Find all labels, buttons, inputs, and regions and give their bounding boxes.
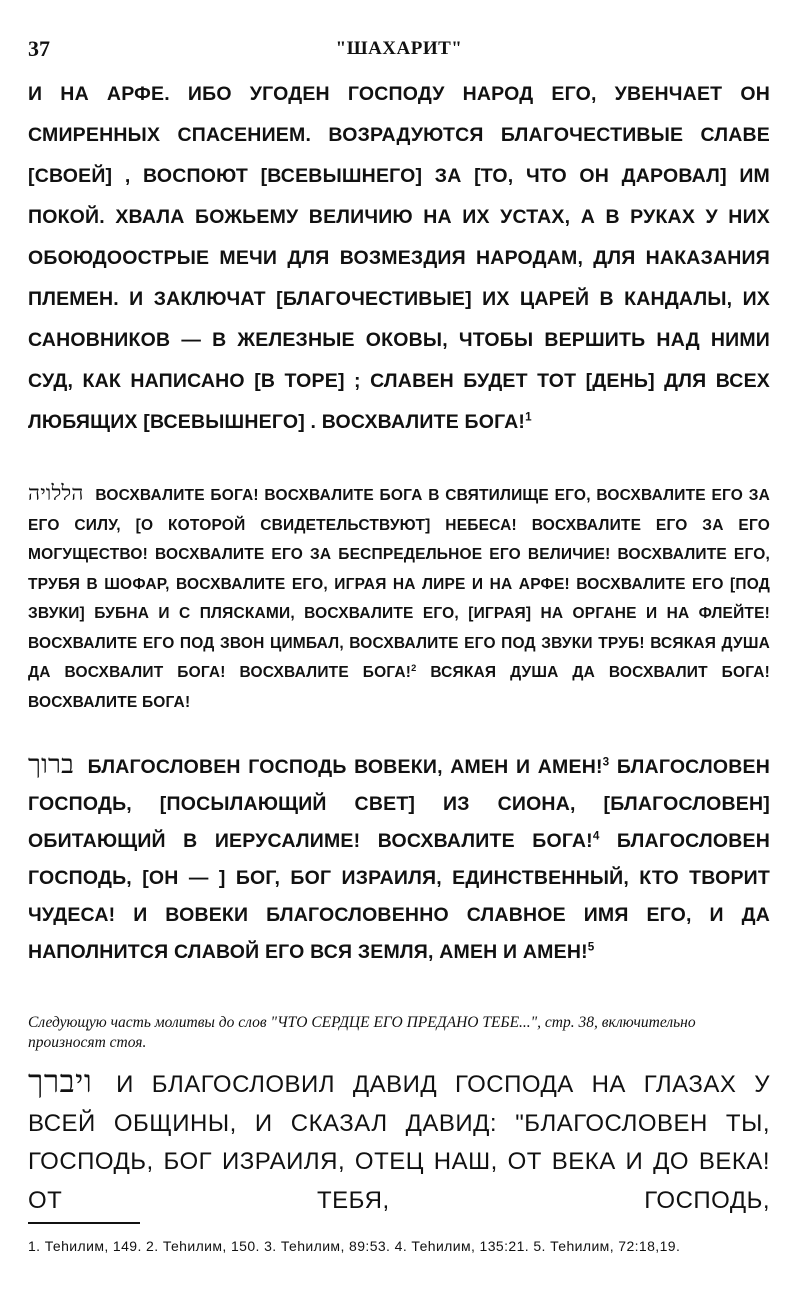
footnote-ref: 4 xyxy=(592,829,600,843)
paragraph-text: БЛАГОСЛОВЕН ГОСПОДЬ ВОВЕКИ, АМЕН И АМЕН! xyxy=(87,756,603,778)
paragraph-text: И БЛАГОСЛОВИЛ ДАВИД ГОСПОДА НА ГЛАЗАХ У ВСЕЙ ОБЩИНЫ, И СКАЗАЛ ДАВИД: "БЛАГОСЛОВЕН ТЫ, ГОСПОДЬ, БОГ ИЗРАИЛЯ, ОТЕЦ НАШ, ОТ ВЕКА И ДО ВЕКА! ОТ ТЕБЯ, ГОСПОДЬ, xyxy=(28,1071,771,1214)
hebrew-keyword: הללויה xyxy=(28,481,84,505)
running-title: "ШАХАРИТ" xyxy=(335,38,463,59)
footnotes: 1. Теһилим, 149. 2. Теһилим, 150. 3. Теһилим, 89:53. 4. Теһилим, 135:21. 5. Теһилим, 72:18,19. xyxy=(28,1238,681,1254)
paragraph-text-continued: БЛАГОСЛОВЕН ГОСПОДЬ, [ОН — ] БОГ, БОГ ИЗРАИЛЯ, ЕДИНСТВЕННЫЙ, КТО ТВОРИТ ЧУДЕСА! И ВОВЕКИ БЛАГОСЛОВЕННО СЛАВНОЕ ИМЯ ЕГО, И ДА НАПОЛНИТСЯ СЛАВОЙ ЕГО ВСЯ ЗЕМЛЯ, АМЕН И АМЕН! xyxy=(28,830,770,963)
paragraph-baruch xyxy=(28,747,770,971)
paragraph-halleluyah xyxy=(28,479,770,717)
rubric-instruction: Следующую часть молитвы до слов "ЧТО СЕРДЦЕ ЕГО ПРЕДАНО ТЕБЕ...", стр. 38, включительно произносят стоя. xyxy=(28,1014,696,1051)
paragraph-text: И НА АРФЕ. ИБО УГОДЕН ГОСПОДУ НАРОД ЕГО, УВЕНЧАЕТ ОН СМИРЕННЫХ СПАСЕНИЕМ. ВОЗРАДУЮТСЯ БЛАГОЧЕСТИВЫЕ СЛАВЕ [СВОЕЙ] , ВОСПОЮТ [ВСЕВЫШНЕГО] ЗА [ТО, ЧТО ОН ДАРОВАЛ] ИМ ПОКОЙ. ХВАЛА БОЖЬЕМУ ВЕЛИЧИЮ НА ИХ УСТАХ, А В РУКАХ У НИХ ОБОЮДООСТРЫЕ МЕЧИ ДЛЯ ВОЗМЕЗДИЯ НАРОДАМ, ДЛЯ НАКАЗАНИЯ ПЛЕМЕН. И ЗАКЛЮЧАТ [БЛАГОЧЕСТИВЫЕ] ИХ ЦАРЕЙ В КАНДАЛЫ, ИХ САНОВНИКОВ — В ЖЕЛЕЗНЫЕ ОКОВЫ, ЧТОБЫ ВЕРШИТЬ НАД НИМИ СУД, КАК НАПИСАНО [В ТОРЕ] ; СЛАВЕН БУДЕТ ТОТ [ДЕНЬ] ДЛЯ ВСЕХ ЛЮБЯЩИХ [ВСЕВЫШНЕГО] . ВОСХВАЛИТЕ БОГА! xyxy=(28,83,770,433)
paragraph-psalm-149 xyxy=(28,74,770,443)
footnote-ref: 3 xyxy=(602,755,610,769)
paragraph-text-continued: БЛАГОСЛОВЕН ГОСПОДЬ, [ПОСЫЛАЮЩИЙ СВЕТ] ИЗ СИОНА, [БЛАГОСЛОВЕН] ОБИТАЮЩИЙ В ИЕРУСАЛИМЕ! ВОСХВАЛИТЕ БОГА! xyxy=(28,756,771,852)
paragraph-text: ВОСХВАЛИТЕ БОГА! ВОСХВАЛИТЕ БОГА В СВЯТИЛИЩЕ ЕГО, ВОСХВАЛИТЕ ЕГО ЗА ЕГО СИЛУ, [О КОТОРОЙ СВИДЕТЕЛЬСТВУЮТ] НЕБЕСА! ВОСХВАЛИТЕ ЕГО ЗА ЕГО МОГУЩЕСТВО! ВОСХВАЛИТЕ ЕГО ЗА БЕСПРЕДЕЛЬНОЕ ЕГО ВЕЛИЧИЕ! ВОСХВАЛИТЕ ЕГО, ТРУБЯ В ШОФАР, ВОСХВАЛИТЕ ЕГО, ИГРАЯ НА ЛИРЕ И НА АРФЕ! ВОСХВАЛИТЕ ЕГО [ПОД ЗВУКИ] БУБНА И С ПЛЯСКАМИ, ВОСХВАЛИТЕ ЕГО, [ИГРАЯ] НА ОРГАНЕ И НА ФЛЕЙТЕ! ВОСХВАЛИТЕ ЕГО ПОД ЗВОН ЦИМБАЛ, ВОСХВАЛИТЕ ЕГО ПОД ЗВУКИ ТРУБ! ВСЯКАЯ ДУША ДА ВОСХВАЛИТ БОГА! ВОСХВАЛИТЕ БОГА! xyxy=(28,487,770,681)
paragraph-text-continued: ВСЯКАЯ ДУША ДА ВОСХВАЛИТ БОГА! ВОСХВАЛИТЕ БОГА! xyxy=(28,664,770,711)
footnote-ref: 5 xyxy=(587,940,595,954)
page-header xyxy=(28,30,770,74)
page-number: 37 xyxy=(28,36,50,61)
page-body xyxy=(28,30,770,1220)
hebrew-keyword: ויברך xyxy=(28,1064,93,1100)
paragraph-vayevarech xyxy=(28,1063,770,1220)
footnote-ref: 2 xyxy=(411,662,417,673)
footnote-ref: 1 xyxy=(525,410,532,424)
footnote-separator xyxy=(28,1222,140,1224)
hebrew-keyword: ברוך xyxy=(28,750,75,780)
